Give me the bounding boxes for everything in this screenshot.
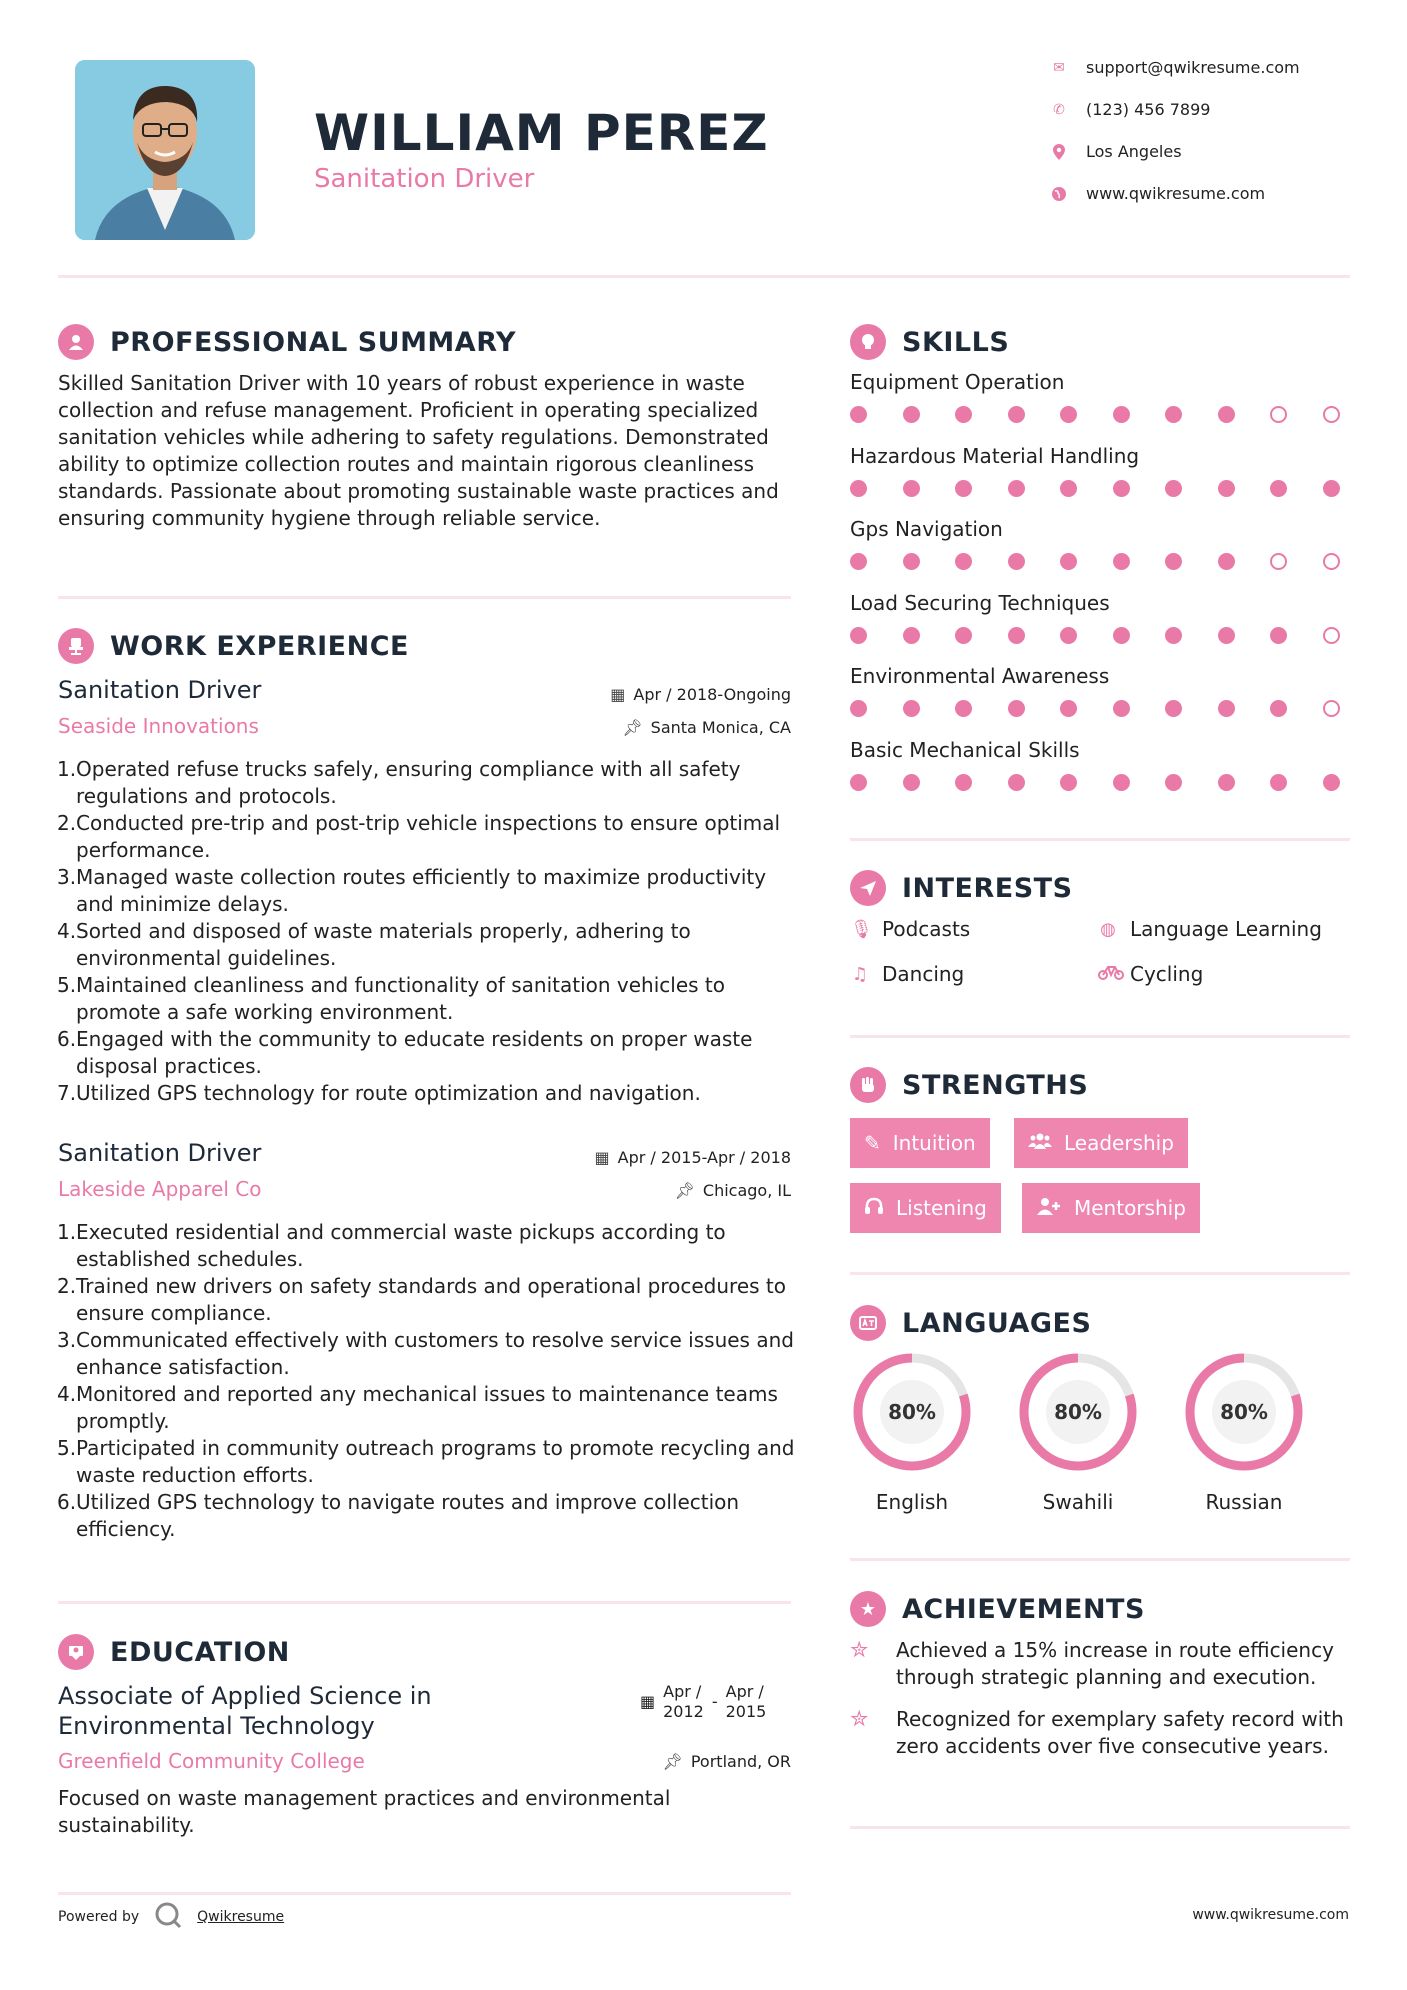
skill-row xyxy=(850,738,1350,812)
summary-title: PROFESSIONAL SUMMARY xyxy=(110,326,517,358)
list-item: 5. Participated in community outreach programs to promote recycling and waste reduction efforts. xyxy=(57,1436,795,1487)
rating-dot-filled xyxy=(850,700,867,717)
summary-heading xyxy=(58,324,516,360)
list-item: 1. Operated refuse trucks safely, ensuring compliance with all safety regulations and protocols. xyxy=(57,757,741,808)
education-degree xyxy=(58,1681,432,1741)
skill-rating xyxy=(850,627,1340,644)
rating-dot-filled xyxy=(1008,774,1025,791)
rating-dot-filled xyxy=(850,774,867,791)
rating-dot-filled xyxy=(955,480,972,497)
rating-dot-filled xyxy=(1060,774,1077,791)
list-item: 2. Conducted pre-trip and post-trip vehicle inspections to ensure optimal performance. xyxy=(57,811,781,862)
strengths-heading xyxy=(850,1067,1088,1103)
phone-icon: ✆ xyxy=(1053,101,1065,118)
rating-dot-filled xyxy=(1165,480,1182,497)
rating-dot-empty xyxy=(1323,627,1340,644)
interests-divider xyxy=(850,1035,1350,1038)
mail-icon: ✉ xyxy=(1053,59,1065,76)
education-school: Greenfield Community College xyxy=(58,1749,365,1773)
location-icon xyxy=(1050,143,1068,161)
interest-label: Cycling xyxy=(1130,962,1204,986)
education-date xyxy=(640,1682,766,1722)
rating-dot-filled xyxy=(1008,406,1025,423)
contact-email-text: support@qwikresume.com xyxy=(1086,58,1300,77)
strength-label: Listening xyxy=(896,1196,987,1220)
rating-dot-filled xyxy=(1113,480,1130,497)
achievement-text: Achieved a 15% increase in route efficiency through strategic planning and execution. xyxy=(896,1638,1334,1689)
rating-dot-filled xyxy=(850,627,867,644)
skill-row xyxy=(850,517,1350,591)
rating-dot-filled xyxy=(1060,406,1077,423)
education-title: EDUCATION xyxy=(110,1636,290,1668)
list-item: 6. Engaged with the community to educate residents on proper waste disposal practices. xyxy=(57,1027,753,1078)
strengths-title: STRENGTHS xyxy=(902,1069,1089,1101)
language-icon xyxy=(850,1305,886,1341)
language-ring xyxy=(1016,1350,1140,1474)
language-name: English xyxy=(875,1490,949,1514)
list-item: 1. Executed residential and commercial waste pickups according to established schedules. xyxy=(57,1220,726,1271)
rating-dot-filled xyxy=(1008,700,1025,717)
chair-icon xyxy=(58,628,94,664)
language-name: Russian xyxy=(1205,1490,1283,1514)
rating-dot-empty xyxy=(1323,553,1340,570)
rating-dot-filled xyxy=(1165,627,1182,644)
list-item: 5. Maintained cleanliness and functionality of sanitation vehicles to promote a safe working environment. xyxy=(57,973,725,1024)
skill-row xyxy=(850,370,1350,444)
summary-text: Skilled Sanitation Driver with 10 years of robust experience in waste collection and refuse management. Proficient in operating specialized sanitation vehicles while adhering to safety regulations. Demonstrated ability to optimize collection routes and maintain rigorous cleanliness standards. Passionate about promoting sustainable waste practices and ensuring community hygiene through reliable service. xyxy=(58,371,779,530)
strength-intuition xyxy=(850,1118,990,1168)
job-2-location xyxy=(675,1181,791,1200)
list-item: 3. Managed waste collection routes efficiently to maximize productivity and minimize delays. xyxy=(57,865,767,916)
job-1-list xyxy=(58,756,798,1107)
contact-website-text: www.qwikresume.com xyxy=(1086,184,1266,203)
rating-dot-filled xyxy=(903,627,920,644)
contact-phone-text: (123) 456 7899 xyxy=(1086,100,1211,119)
pin-icon: 📌︎ xyxy=(674,1181,695,1200)
strength-label: Intuition xyxy=(892,1131,976,1155)
rating-dot-filled xyxy=(1165,553,1182,570)
rating-dot-filled xyxy=(1270,627,1287,644)
skill-name: Basic Mechanical Skills xyxy=(850,737,1080,762)
rating-dot-filled xyxy=(1323,480,1340,497)
rating-dot-empty xyxy=(1270,553,1287,570)
profile-photo xyxy=(75,60,255,240)
list-item: 3. Communicated effectively with customers to resolve service issues and enhance satisfaction. xyxy=(57,1328,794,1379)
rating-dot-filled xyxy=(1218,480,1235,497)
rating-dot-filled xyxy=(850,406,867,423)
rating-dot-filled xyxy=(1113,406,1130,423)
rating-dot-filled xyxy=(955,700,972,717)
user-icon xyxy=(58,324,94,360)
contact-location-text: Los Angeles xyxy=(1086,142,1182,161)
job-1-company: Seaside Innovations xyxy=(58,714,259,738)
contact-phone[interactable] xyxy=(1050,100,1350,119)
footer-url[interactable]: www.qwikresume.com xyxy=(1192,1907,1349,1923)
shooting-star-icon: ✮ xyxy=(850,1638,869,1663)
rating-dot-filled xyxy=(1218,406,1235,423)
skill-name: Gps Navigation xyxy=(850,517,1003,541)
skill-row xyxy=(850,664,1350,738)
interest-label: Podcasts xyxy=(882,917,971,941)
skill-rating xyxy=(850,480,1340,497)
rating-dot-filled xyxy=(1218,774,1235,791)
job-2-title: Sanitation Driver xyxy=(58,1139,262,1167)
language-item xyxy=(1016,1350,1140,1514)
rating-dot-filled xyxy=(903,406,920,423)
skill-name: Hazardous Material Handling xyxy=(850,443,1140,468)
languages-list xyxy=(850,1350,1350,1520)
job-2-company: Lakeside Apparel Co xyxy=(58,1177,262,1201)
calendar-icon: ▦ xyxy=(640,1692,656,1711)
list-item: 4. Monitored and reported any mechanical issues to maintenance teams promptly. xyxy=(57,1382,778,1433)
strength-label: Leadership xyxy=(1064,1131,1174,1155)
interest-label: Dancing xyxy=(882,962,965,986)
header-divider xyxy=(58,275,1350,278)
job-1-location-text: Santa Monica, CA xyxy=(650,718,791,737)
education-degree-line1: Associate of Applied Science in xyxy=(58,1682,432,1710)
skill-name: Load Securing Techniques xyxy=(850,590,1110,615)
skill-name: Equipment Operation xyxy=(850,370,1065,394)
summary-divider xyxy=(58,596,791,599)
skills-list xyxy=(850,370,1350,811)
skills-title: SKILLS xyxy=(902,326,1010,358)
rating-dot-filled xyxy=(1060,700,1077,717)
rating-dot-filled xyxy=(1060,480,1077,497)
rating-dot-filled xyxy=(1008,627,1025,644)
pin-icon: 📌︎ xyxy=(622,718,643,737)
rating-dot-filled xyxy=(1060,627,1077,644)
rating-dot-filled xyxy=(1218,700,1235,717)
skill-rating xyxy=(850,774,1340,791)
bicycle-icon xyxy=(1098,964,1118,985)
rating-dot-filled xyxy=(955,553,972,570)
interest-language-learning xyxy=(1098,917,1322,941)
qwikresume-logo-icon xyxy=(153,1900,183,1934)
achievement-text: Recognized for exemplary safety record with zero accidents over five consecutive years. xyxy=(896,1707,1344,1758)
job-1-date-text: Apr / 2018-Ongoing xyxy=(633,685,791,704)
rating-dot-filled xyxy=(903,480,920,497)
contact-location xyxy=(1050,142,1350,161)
rating-dot-filled xyxy=(903,700,920,717)
skills-heading xyxy=(850,324,1009,360)
strengths-divider xyxy=(850,1272,1350,1275)
interest-dancing xyxy=(850,962,964,986)
job-1-location xyxy=(622,718,791,737)
rating-dot-filled xyxy=(1270,774,1287,791)
contact-website[interactable] xyxy=(1050,184,1350,203)
rating-dot-filled xyxy=(1270,480,1287,497)
calendar-icon: ▦ xyxy=(610,685,626,704)
interests-title: INTERESTS xyxy=(902,872,1073,904)
language-ring xyxy=(850,1350,974,1474)
experience-divider xyxy=(58,1601,791,1604)
rating-dot-empty xyxy=(1323,406,1340,423)
microphone-icon: 🎙︎ xyxy=(850,918,873,940)
rating-dot-filled xyxy=(1113,553,1130,570)
strength-label: Mentorship xyxy=(1074,1196,1186,1220)
lightbulb-icon xyxy=(850,324,886,360)
education-heading xyxy=(58,1634,290,1670)
fist-icon xyxy=(850,1067,886,1103)
language-name: Swahili xyxy=(1042,1490,1114,1514)
rating-dot-empty xyxy=(1323,700,1340,717)
rating-dot-empty xyxy=(1270,406,1287,423)
job-2-date xyxy=(595,1148,791,1167)
list-item: 2. Trained new drivers on safety standards and operational procedures to ensure compliance. xyxy=(57,1274,786,1325)
rating-dot-filled xyxy=(1218,627,1235,644)
contact-email[interactable] xyxy=(1050,58,1350,77)
rating-dot-filled xyxy=(850,480,867,497)
strength-listening xyxy=(850,1183,1001,1233)
user-plus-icon xyxy=(1036,1196,1062,1220)
achievement-item-1 xyxy=(850,1637,1350,1691)
languages-divider xyxy=(850,1558,1350,1561)
languages-title: LANGUAGES xyxy=(902,1307,1092,1339)
language-item xyxy=(850,1350,974,1514)
skill-rating xyxy=(850,700,1340,717)
music-note-icon: ♫ xyxy=(851,963,869,985)
globe-icon xyxy=(1050,185,1068,203)
language-percent: 80% xyxy=(1054,1400,1102,1424)
education-text: Focused on waste management practices and environmental sustainability. xyxy=(58,1786,671,1837)
rating-dot-filled xyxy=(955,774,972,791)
interests-heading xyxy=(850,870,1073,906)
rating-dot-filled xyxy=(1270,700,1287,717)
users-icon xyxy=(1028,1131,1052,1155)
experience-title: WORK EXPERIENCE xyxy=(110,630,409,662)
education-date-end: Apr / 2015 xyxy=(725,1682,767,1721)
rating-dot-filled xyxy=(1165,774,1182,791)
graduation-icon xyxy=(58,1634,94,1670)
candidate-role: Sanitation Driver xyxy=(314,164,535,194)
skill-row xyxy=(850,444,1350,518)
achievements-divider xyxy=(850,1826,1350,1829)
shooting-star-icon: ✮ xyxy=(850,1707,869,1732)
skill-name: Environmental Awareness xyxy=(850,664,1110,688)
rating-dot-filled xyxy=(1323,774,1340,791)
job-2-location-text: Chicago, IL xyxy=(702,1181,791,1200)
achievement-item-2 xyxy=(850,1706,1350,1760)
education-location-text: Portland, OR xyxy=(690,1752,791,1771)
job-2-date-text: Apr / 2015-Apr / 2018 xyxy=(617,1148,791,1167)
rating-dot-filled xyxy=(903,774,920,791)
achievements-heading xyxy=(850,1591,1145,1627)
interest-podcasts xyxy=(850,917,970,941)
calendar-icon: ▦ xyxy=(594,1148,610,1167)
job-1-title: Sanitation Driver xyxy=(58,676,262,704)
education-degree-line2: Environmental Technology xyxy=(58,1712,375,1740)
languages-heading xyxy=(850,1305,1091,1341)
rating-dot-filled xyxy=(1165,700,1182,717)
job-2-list xyxy=(58,1219,798,1543)
rating-dot-filled xyxy=(1113,627,1130,644)
headphones-icon xyxy=(864,1196,884,1220)
list-item: 6. Utilized GPS technology to navigate routes and improve collection efficiency. xyxy=(57,1490,740,1541)
rating-dot-filled xyxy=(850,553,867,570)
magic-wand-icon: ✎ xyxy=(864,1131,881,1155)
language-percent: 80% xyxy=(1220,1400,1268,1424)
rating-dot-filled xyxy=(1060,553,1077,570)
rating-dot-filled xyxy=(1113,700,1130,717)
skill-row xyxy=(850,591,1350,665)
interest-cycling xyxy=(1098,962,1203,986)
rating-dot-filled xyxy=(903,553,920,570)
qwikresume-link[interactable]: Qwikresume xyxy=(197,1909,285,1925)
list-item: 4. Sorted and disposed of waste materials properly, adhering to environmental guidelines. xyxy=(57,919,691,970)
education-date-start: Apr / 2012 xyxy=(663,1682,704,1721)
candidate-name: WILLIAM PEREZ xyxy=(314,104,769,162)
achievements-title: ACHIEVEMENTS xyxy=(902,1593,1145,1625)
language-item xyxy=(1182,1350,1306,1514)
education-location xyxy=(663,1752,791,1771)
interest-label: Language Learning xyxy=(1130,917,1322,941)
rating-dot-filled xyxy=(1008,480,1025,497)
rating-dot-filled xyxy=(1008,553,1025,570)
footer-powered-by xyxy=(58,1900,284,1934)
job-1-date xyxy=(610,685,791,704)
skills-divider xyxy=(850,838,1350,841)
rating-dot-filled xyxy=(955,406,972,423)
list-item: 7. Utilized GPS technology for route optimization and navigation. xyxy=(57,1081,701,1105)
strength-mentorship xyxy=(1022,1183,1200,1233)
skill-rating xyxy=(850,553,1340,570)
skill-rating xyxy=(850,406,1340,423)
star-badge-icon: ★ xyxy=(850,1591,886,1627)
powered-by-text: Powered by xyxy=(58,1909,140,1925)
education-divider xyxy=(58,1892,791,1895)
rating-dot-filled xyxy=(1113,774,1130,791)
rating-dot-filled xyxy=(955,627,972,644)
globe-icon: ◍ xyxy=(1100,918,1116,940)
strength-leadership xyxy=(1014,1118,1188,1168)
rating-dot-filled xyxy=(1218,553,1235,570)
language-ring xyxy=(1182,1350,1306,1474)
paper-plane-icon xyxy=(850,870,886,906)
rating-dot-filled xyxy=(1165,406,1182,423)
education-date-separator: - xyxy=(711,1692,718,1711)
pin-icon: 📌︎ xyxy=(662,1752,683,1771)
language-percent: 80% xyxy=(888,1400,936,1424)
experience-heading xyxy=(58,628,409,664)
